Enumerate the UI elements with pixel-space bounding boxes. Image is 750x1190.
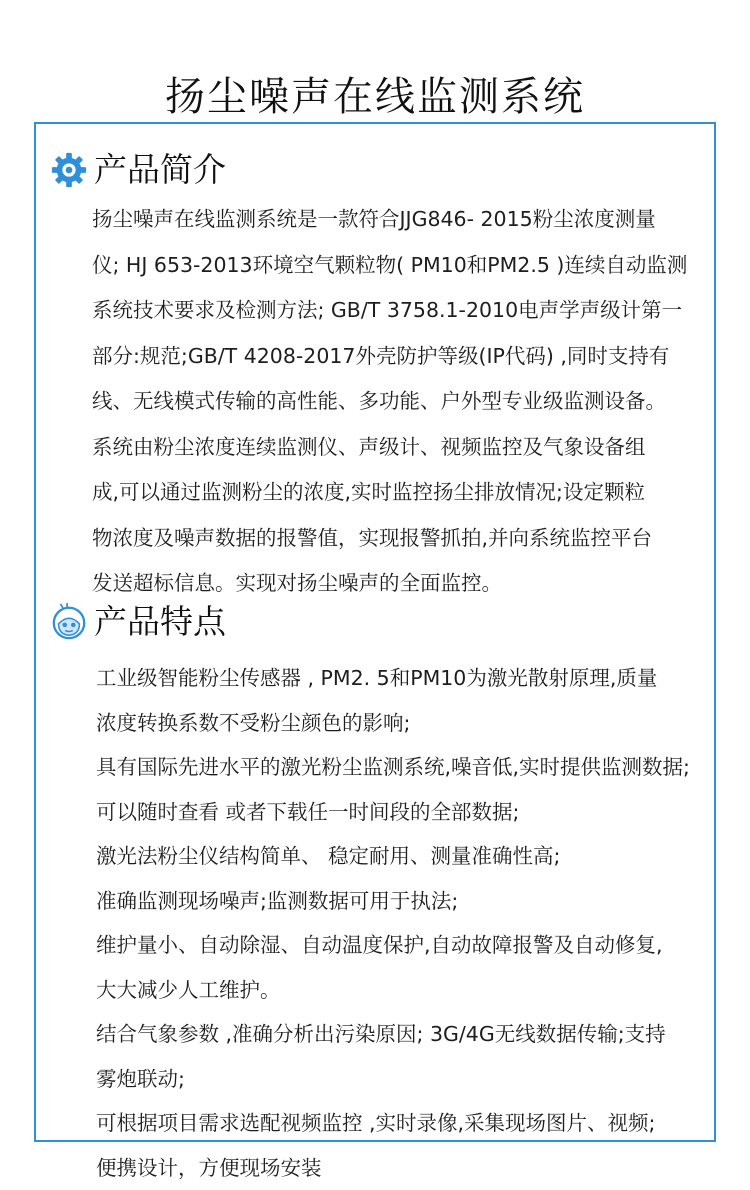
intro-line: 系统技术要求及检测方法; GB/T 3758.1-2010电声学声级计第一 [92,288,712,334]
features-heading-label: 产品特点 [94,600,226,644]
feature-line: 维护量小、自动除湿、自动温度保护,自动故障报警及自动修复, [96,923,710,968]
intro-line: 物浓度及噪声数据的报警值，实现报警抓拍,并向系统监控平台 [92,516,712,562]
robot-face-icon [50,603,88,641]
feature-line: 雾炮联动; [96,1057,710,1102]
feature-line: 工业级智能粉尘传感器 , PM2. 5和PM10为激光散射原理,质量 [96,656,710,701]
feature-line: 可以随时查看 或者下载任一时间段的全部数据; [96,790,710,835]
feature-line: 结合气象参数 ,准确分析出污染原因; 3G/4G无线数据传输;支持 [96,1012,710,1057]
feature-line: 浓度转换系数不受粉尘颜色的影响; [96,701,710,746]
intro-line: 成,可以通过监测粉尘的浓度,实时监控扬尘排放情况;设定颗粒 [92,470,712,516]
intro-section-heading [50,148,226,192]
features-list [96,656,710,1190]
feature-line: 可根据项目需求选配视频监控 ,实时录像,采集现场图片、视频; [96,1101,710,1146]
gear-icon [50,151,88,189]
intro-heading-label: 产品简介 [94,148,226,192]
page-title: 扬尘噪声在线监测系统 [0,69,750,125]
feature-line: 大大减少人工维护。 [96,968,710,1013]
feature-line: 准确监测现场噪声;监测数据可用于执法; [96,879,710,924]
intro-line: 仪; HJ 653-2013环境空气颗粒物( PM10和PM2.5 )连续自动监测 [92,243,712,289]
features-section-heading [50,600,226,644]
feature-line: 具有国际先进水平的激光粉尘监测系统,噪音低,实时提供监测数据; [96,745,710,790]
intro-line: 扬尘噪声在线监测系统是一款符合JJG846- 2015粉尘浓度测量 [92,197,712,243]
intro-line: 发送超标信息。实现对扬尘噪声的全面监控。 [92,561,712,607]
feature-line: 激光法粉尘仪结构简单、 稳定耐用、测量准确性高; [96,834,710,879]
intro-paragraph [92,197,712,607]
intro-line: 线、无线模式传输的高性能、多功能、户外型专业级监测设备。 [92,379,712,425]
intro-line: 系统由粉尘浓度连续监测仪、声级计、视频监控及气象设备组 [92,425,712,471]
intro-line: 部分:规范;GB/T 4208-2017外壳防护等级(IP代码) ,同时支持有 [92,334,712,380]
feature-line: 便携设计，方便现场安装 [96,1146,710,1190]
